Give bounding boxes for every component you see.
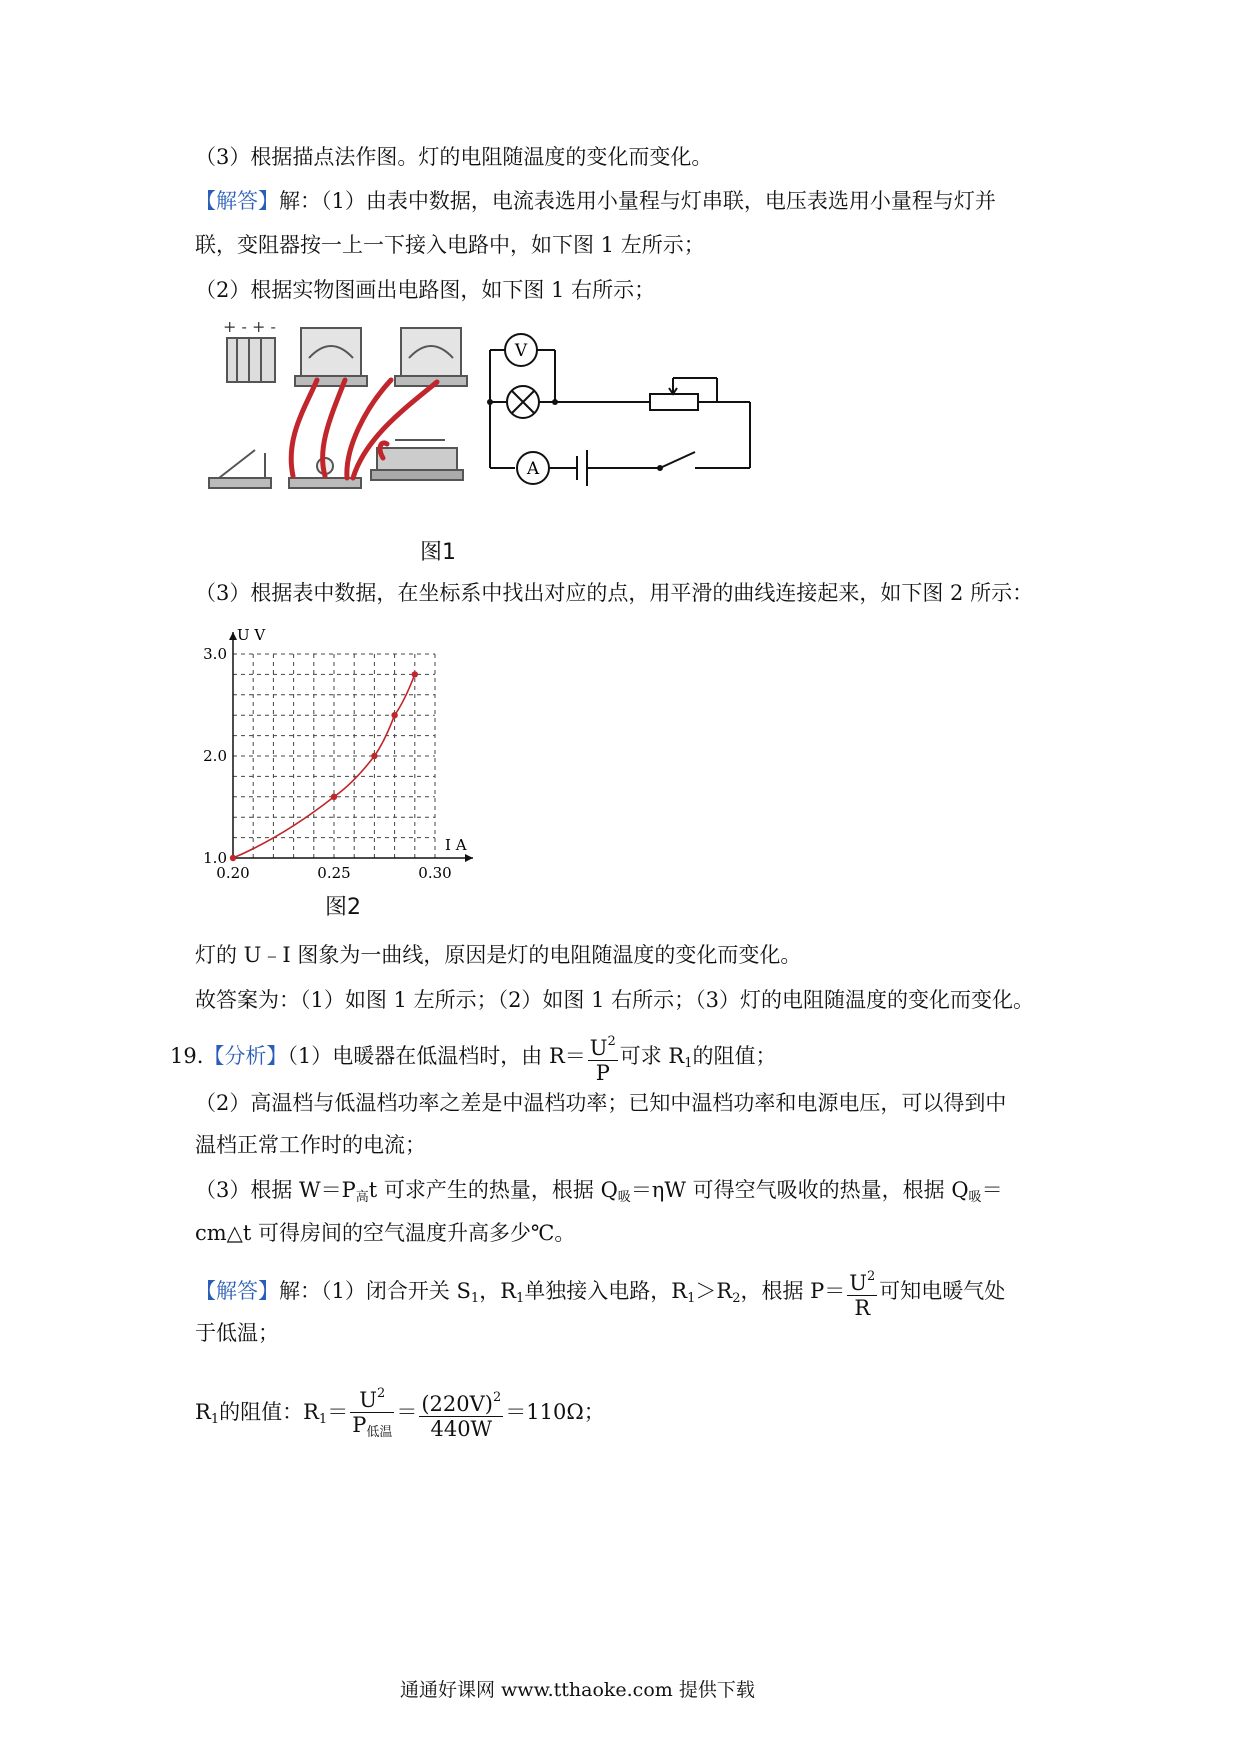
text-line [195, 1382, 605, 1445]
data-point [371, 753, 377, 759]
fraction-denominator: 440W [430, 1417, 493, 1441]
subscript: 低温 [366, 1425, 393, 1440]
data-curve [233, 674, 415, 858]
y-tick-label: 1.0 [203, 849, 227, 867]
text-span: ＞R [695, 1279, 733, 1303]
x-tick-label: 0.30 [418, 864, 452, 882]
text-line: （2）根据实物图画出电路图，如下图 1 右所示； [195, 278, 656, 302]
text-span: （1）电暖器在低温档时，由 R＝ [287, 1044, 586, 1068]
svg-text:+ - + -: + - + - [223, 318, 276, 336]
text-span: （3）根据 W＝P [195, 1178, 356, 1202]
text-line: （3）根据表中数据，在坐标系中找出对应的点，用平滑的曲线连接起来，如下图 2 所示： [195, 581, 1034, 605]
fraction [419, 1386, 503, 1441]
text-span: R [195, 1400, 211, 1424]
text-span: ＝ [981, 1178, 1003, 1202]
text-line [195, 1265, 1005, 1320]
fraction [847, 1265, 877, 1320]
fraction-denominator: P [352, 1413, 367, 1437]
answer-tag: 【解答】 [195, 189, 279, 213]
fraction [350, 1382, 394, 1445]
fraction-denominator: P [595, 1061, 610, 1085]
x-axis-arrow [465, 854, 473, 862]
subscript: 吸 [968, 1190, 982, 1205]
voltmeter-label: V [514, 341, 528, 361]
superscript: 2 [492, 1390, 502, 1405]
text-span: 的阻值：R [219, 1400, 319, 1424]
answer-tag: 【解答】 [195, 1279, 279, 1303]
text-span: 可求 R [619, 1044, 685, 1068]
text-span: ，根据 P＝ [740, 1279, 846, 1303]
superscript: 2 [607, 1034, 616, 1049]
text-line: 温档正常工作时的电流； [195, 1133, 426, 1157]
switch-symbol [660, 452, 695, 468]
y-axis-arrow [229, 632, 237, 640]
figure-1-caption: 图1 [420, 540, 456, 565]
text-span: 可知电暖气处 [879, 1279, 1006, 1303]
text-span: 解：（1）闭合开关 S [279, 1279, 471, 1303]
subscript: 1 [470, 1291, 480, 1306]
fraction-numerator: U [849, 1271, 867, 1295]
ammeter-label: A [526, 459, 540, 479]
text-line: 灯的 U﹣I 图象为一曲线，原因是灯的电阻随温度的变化而变化。 [195, 943, 802, 967]
text-line: 故答案为：（1）如图 1 左所示；（2）如图 1 右所示；（3）灯的电阻随温度的变化而变化。 [195, 988, 1035, 1012]
text-span: ，R [479, 1279, 517, 1303]
subscript: 2 [732, 1291, 741, 1306]
text-line: cm△t 可得房间的空气温度升高多少℃。 [195, 1221, 576, 1245]
subscript: 1 [516, 1291, 525, 1306]
text-span: 解：（1）由表中数据，电流表选用小量程与灯串联，电压表选用小量程与灯并 [279, 189, 996, 213]
fraction-denominator: R [854, 1296, 871, 1320]
subscript: 1 [318, 1412, 328, 1427]
text-line: 于低温； [195, 1321, 279, 1345]
x-tick-label: 0.20 [216, 864, 250, 882]
text-line [195, 186, 996, 216]
text-span: ＝110Ω； [505, 1400, 605, 1424]
subscript: 1 [687, 1291, 696, 1306]
subscript: 吸 [617, 1190, 631, 1205]
text-line: （2）高温档与低温档功率之差是中温档功率；已知中温档功率和电源电压，可以得到中 [195, 1091, 1007, 1115]
x-tick-label: 0.25 [317, 864, 351, 882]
text-span: ＝ηW 可得空气吸收的热量，根据 Q [630, 1178, 969, 1202]
figure-1 [205, 318, 765, 508]
subscript: 高 [355, 1190, 369, 1205]
subscript: 1 [684, 1056, 693, 1071]
text-span: 的阻值； [692, 1044, 777, 1068]
x-axis-label: I A [445, 836, 467, 854]
text-span: ＝ [396, 1400, 418, 1424]
fraction-numerator: (220V) [421, 1392, 493, 1416]
subscript: 1 [210, 1412, 220, 1427]
text-span: t 可求产生的热量，根据 Q [368, 1178, 618, 1202]
superscript: 2 [376, 1386, 386, 1401]
y-tick-label: 3.0 [203, 645, 227, 663]
text-line: 联，变阻器按一上一下接入电路中，如下图 1 左所示； [195, 233, 705, 257]
fraction-numerator: U [589, 1036, 608, 1060]
text-line: （3）根据描点法作图。灯的电阻随温度的变化而变化。 [195, 145, 713, 169]
question-number: 19. [170, 1044, 204, 1068]
page-footer: 通通好课网 www.tthaoke.com 提供下载 [400, 1679, 755, 1701]
data-point [412, 671, 418, 677]
text-line [195, 1175, 1003, 1213]
analysis-tag: 【分析】 [203, 1044, 288, 1068]
superscript: 2 [867, 1269, 876, 1284]
data-point [331, 794, 337, 800]
fraction [588, 1030, 618, 1085]
y-axis-label: U V [237, 626, 266, 644]
figure-2-caption: 图2 [325, 895, 361, 920]
data-point [230, 855, 236, 861]
text-span: 单独接入电路，R [524, 1279, 688, 1303]
data-point [391, 712, 397, 718]
rheostat-symbol [650, 394, 698, 410]
text-line [170, 1030, 777, 1085]
y-tick-label: 2.0 [203, 747, 227, 765]
figure-2-chart [193, 622, 483, 882]
text-span: ＝ [327, 1400, 349, 1424]
fraction-numerator: U [359, 1388, 377, 1412]
